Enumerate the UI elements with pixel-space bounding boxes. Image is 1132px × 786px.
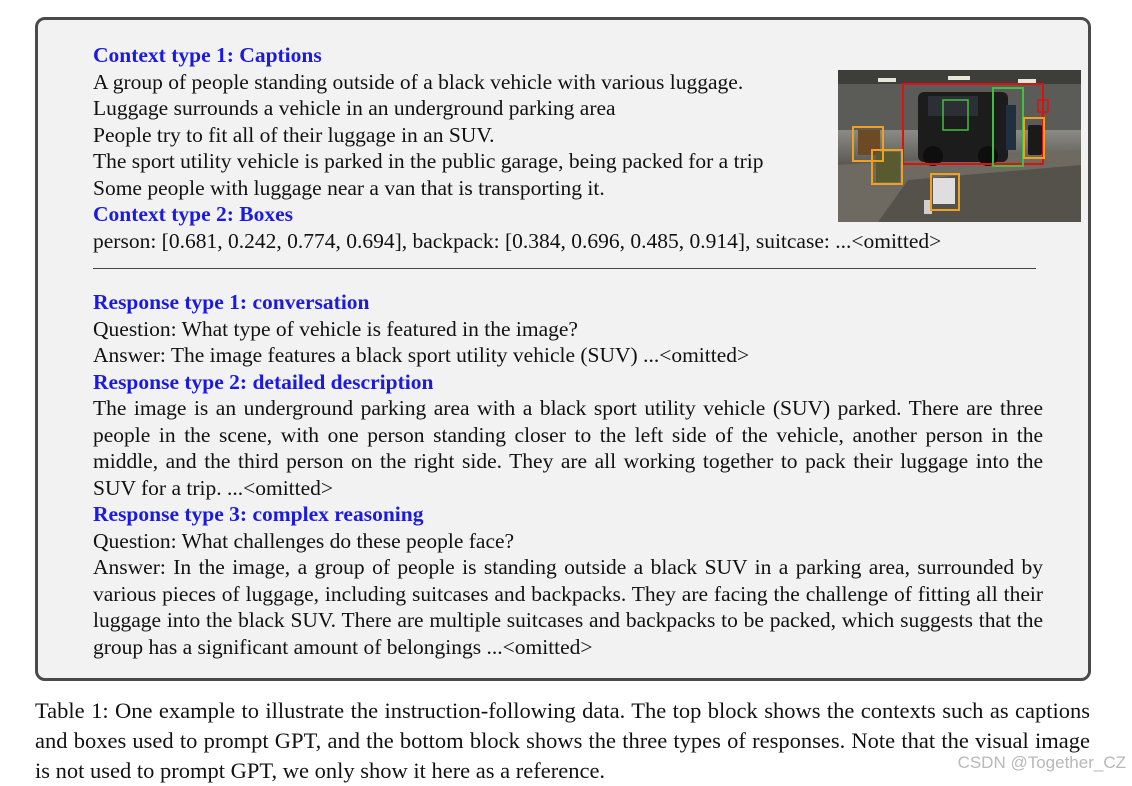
watermark: CSDN @Together_CZ bbox=[957, 753, 1126, 772]
example-frame bbox=[35, 17, 1091, 681]
description-text: The image is an underground parking area with a black sport utility vehicle (SUV) parked. There are three people in the scene, with one person standing closer to the left side of the vehicle, another person in the middle, and the third person on the right side. They are all working together to pack their luggage into the SUV for a trip. ...<omitted> bbox=[93, 396, 1043, 500]
table-caption: Table 1: One example to illustrate the instruction-following data. The top block shows the contexts such as captions and boxes used to prompt GPT, and the bottom block shows the three types of responses. Note that the visual image is not used to prompt GPT, we only show it here as a reference. bbox=[35, 698, 1090, 783]
caption-line: Some people with luggage near a van that is transporting it. bbox=[93, 175, 605, 200]
conversation-question: Question: What type of vehicle is featured in the image? bbox=[93, 316, 578, 341]
caption-line: A group of people standing outside of a black vehicle with various luggage. bbox=[93, 69, 744, 94]
reasoning-heading: Response type 3: complex reasoning bbox=[93, 502, 424, 526]
caption-line: People try to fit all of their luggage in an SUV. bbox=[93, 122, 495, 147]
conversation-answer: Answer: The image features a black sport utility vehicle (SUV) ...<omitted> bbox=[93, 343, 750, 367]
description-heading: Response type 2: detailed description bbox=[93, 369, 434, 394]
caption-line: Luggage surrounds a vehicle in an underground parking area bbox=[93, 96, 616, 120]
conversation-heading: Response type 1: conversation bbox=[93, 290, 370, 314]
boxes-text: person: [0.681, 0.242, 0.774, 0.694], backpack: [0.384, 0.696, 0.485, 0.914], suitcase: ...<omitted> bbox=[93, 228, 942, 253]
section-divider bbox=[93, 268, 1036, 269]
boxes-heading: Context type 2: Boxes bbox=[93, 202, 294, 226]
reasoning-question: Question: What challenges do these people face? bbox=[93, 528, 515, 553]
caption-line: The sport utility vehicle is parked in the public garage, being packed for a trip bbox=[93, 149, 764, 173]
example-content bbox=[93, 42, 1043, 660]
captions-heading: Context type 1: Captions bbox=[93, 43, 322, 67]
reasoning-answer: Answer: In the image, a group of people is standing outside a black SUV in a parking area, surrounded by various pieces of luggage, including suitcases and backpacks. They are facing the challenge of fitting all their luggage into the black SUV. There are multiple suitcases and backpacks to be packed, which suggests that the group has a significant amount of belongings ...<omitted> bbox=[93, 555, 1043, 659]
